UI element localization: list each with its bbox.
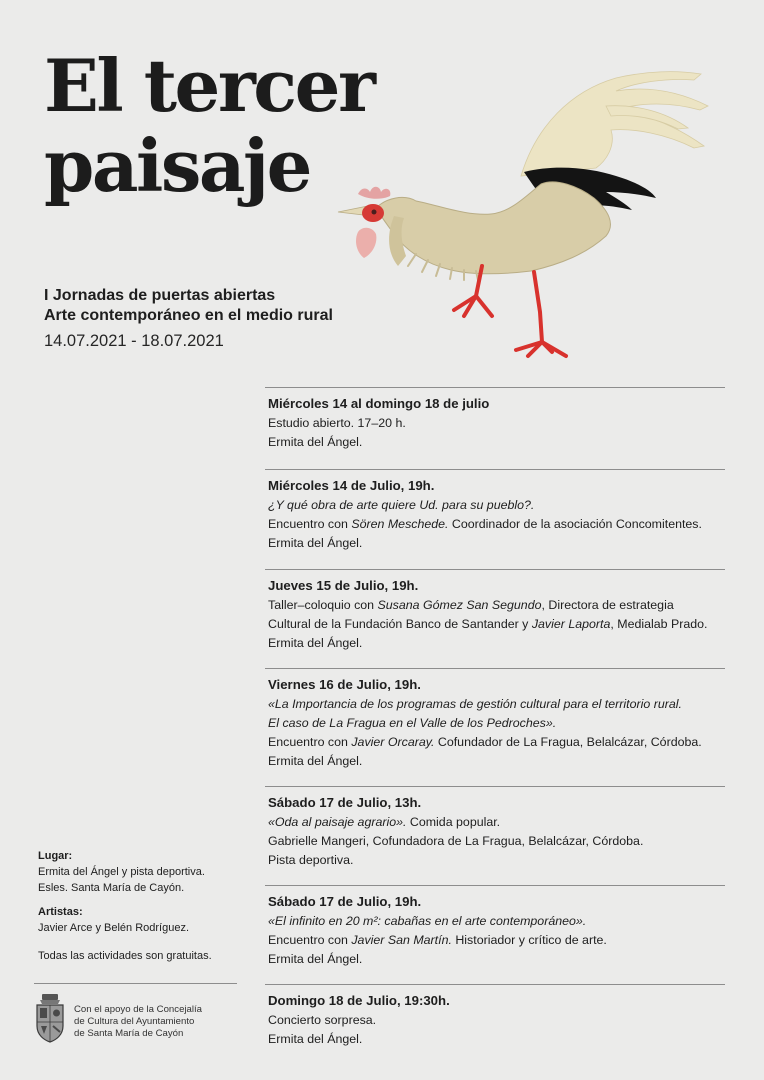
sponsor-text: [74, 1004, 244, 1040]
event-description: El caso de La Fragua en el Valle de los Pedroches».: [268, 716, 557, 730]
event-location: Ermita del Ángel.: [268, 636, 363, 650]
event-item: [265, 984, 725, 1064]
event-info: [38, 848, 248, 964]
event-location: Pista deportiva.: [268, 853, 354, 867]
event-description: «El infinito en 20 m²: cabañas en el arte contemporáneo».: [268, 914, 587, 928]
speaker-name: Javier Orcaray.: [351, 735, 435, 749]
event-location: Ermita del Ángel.: [268, 952, 363, 966]
event-subtitle: [44, 286, 333, 326]
text-fragment: Cultural de la Fundación Banco de Santander y: [268, 617, 532, 631]
schedule: [265, 387, 725, 1064]
event-datetime: Miércoles 14 al domingo 18 de julio: [268, 396, 490, 411]
event-description: [268, 615, 725, 634]
text-fragment: , Directora de estrategia: [541, 598, 674, 612]
event-item: [265, 569, 725, 668]
event-speaker: [268, 515, 725, 534]
text-fragment: Encuentro con: [268, 735, 352, 749]
subtitle-line-2: Arte contemporáneo en el medio rural: [44, 307, 333, 324]
rooster-illustration: [316, 66, 716, 366]
text-fragment: Encuentro con: [268, 517, 352, 531]
event-description: «La Importancia de los programas de gestión cultural para el territorio rural.: [268, 697, 682, 711]
text-fragment: Comida popular.: [406, 815, 501, 829]
sponsor-line: de Santa María de Cayón: [74, 1028, 184, 1039]
artistas-line: Javier Arce y Belén Rodríguez.: [38, 922, 190, 934]
event-datetime: Viernes 16 de Julio, 19h.: [268, 677, 421, 692]
speaker-name: Sören Meschede.: [351, 517, 449, 531]
event-location: Ermita del Ángel.: [268, 754, 363, 768]
event-description: ¿Y qué obra de arte quiere Ud. para su pueblo?.: [268, 498, 535, 512]
footer-divider: [34, 983, 237, 984]
title-line-2: paisaje: [44, 123, 310, 208]
event-description: [268, 813, 725, 832]
title-line-1: El tercer: [44, 43, 374, 128]
lugar-label: Lugar:: [38, 850, 73, 862]
subtitle-line-1: I Jornadas de puertas abiertas: [44, 287, 276, 304]
lugar-line: Esles. Santa María de Cayón.: [38, 882, 185, 894]
event-location: Ermita del Ángel.: [268, 435, 363, 449]
event-speaker: Gabrielle Mangeri, Cofundadora de La Fragua, Belalcázar, Córdoba.: [268, 834, 644, 848]
text-fragment: Encuentro con: [268, 933, 352, 947]
event-item: [265, 668, 725, 786]
event-datetime: Sábado 17 de Julio, 19h.: [268, 894, 422, 909]
event-datetime: Domingo 18 de Julio, 19:30h.: [268, 993, 450, 1008]
sponsor-line: de Cultura del Ayuntamiento: [74, 1016, 195, 1027]
text-fragment: Coordinador de la asociación Concomitentes.: [448, 517, 702, 531]
event-speaker: [268, 733, 725, 752]
event-location: Ermita del Ángel.: [268, 1032, 363, 1046]
artistas-label: Artistas:: [38, 906, 83, 918]
sponsor-line: Con el apoyo de la Concejalía: [74, 1004, 203, 1015]
free-activities-note: Todas las actividades son gratuitas.: [38, 950, 212, 962]
event-datetime: Miércoles 14 de Julio, 19h.: [268, 478, 435, 493]
speaker-name: Susana Gómez San Segundo: [377, 598, 542, 612]
speaker-name: Javier Laporta: [531, 617, 611, 631]
event-description: [268, 596, 725, 615]
event-item: [265, 885, 725, 984]
event-item: [265, 387, 725, 469]
lugar-line: Ermita del Ángel y pista deportiva.: [38, 866, 205, 878]
event-description: Estudio abierto. 17–20 h.: [268, 416, 406, 430]
speaker-name: Javier San Martín.: [351, 933, 452, 947]
text-fragment: Cofundador de La Fragua, Belalcázar, Córdoba.: [434, 735, 702, 749]
event-datetime: Sábado 17 de Julio, 13h.: [268, 795, 422, 810]
event-item: [265, 786, 725, 885]
event-location: Ermita del Ángel.: [268, 536, 363, 550]
event-speaker: [268, 931, 725, 950]
event-dates: 14.07.2021 - 18.07.2021: [44, 332, 224, 350]
event-title: «Oda al paisaje agrario».: [268, 815, 407, 829]
event-datetime: Jueves 15 de Julio, 19h.: [268, 578, 419, 593]
text-fragment: Historiador y crítico de arte.: [451, 933, 607, 947]
event-item: [265, 469, 725, 569]
event-description: Concierto sorpresa.: [268, 1013, 377, 1027]
text-fragment: Taller–coloquio con: [268, 598, 378, 612]
text-fragment: , Medialab Prado.: [610, 617, 708, 631]
coat-of-arms-icon: [34, 992, 66, 1046]
